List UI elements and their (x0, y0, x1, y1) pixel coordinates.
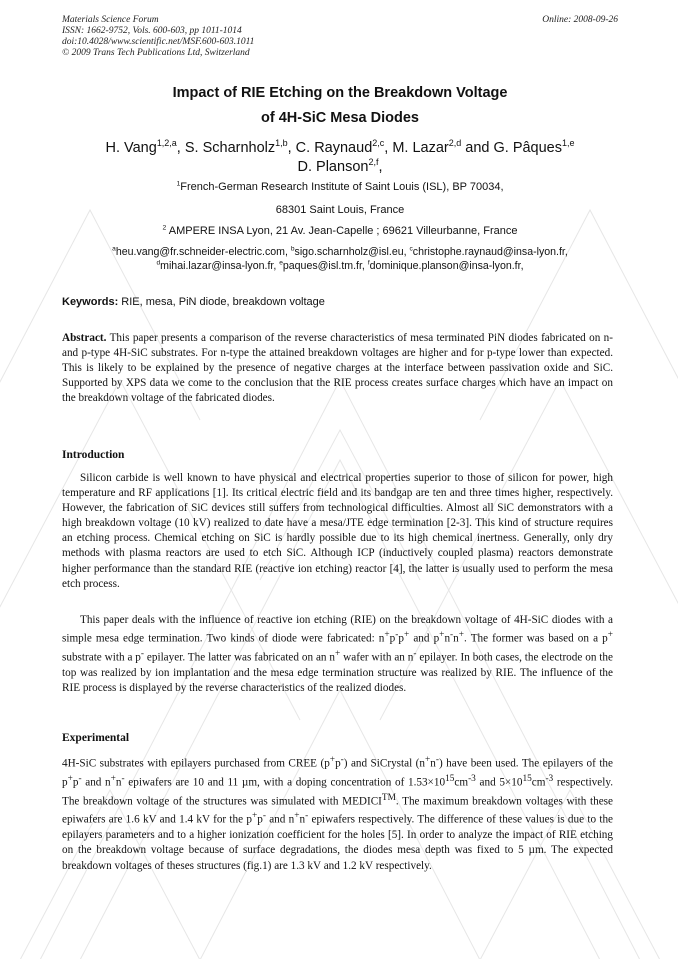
intro-p2-text-e: n (444, 632, 451, 645)
author-planson: D. Planson (297, 159, 369, 175)
exp-text-4: n (430, 757, 436, 770)
exp-text-3: ) and SiCrystal (n (343, 757, 425, 770)
sup-plus: + (251, 811, 258, 822)
exp-text-16: and n (265, 814, 295, 827)
author-vang: H. Vang (105, 140, 157, 156)
sup-minus: - (435, 755, 439, 765)
author-vang-sup: 1,2,a (156, 138, 177, 149)
intro-p2-text-b: p (389, 632, 396, 645)
author-raynaud-sup: 2,c (372, 138, 385, 149)
email-vang[interactable]: heu.vang@fr.schneider-electric.com, (115, 246, 291, 258)
sup-plus: + (384, 630, 390, 641)
sup-minus: - (340, 755, 344, 765)
sup-plus: + (439, 630, 445, 641)
author-planson-sup: 2,f (368, 157, 379, 168)
exp-text-9: epiwafers are 10 and 11 µm, with a doping concentration of 1.53×10 (124, 776, 446, 789)
abstract-text: This paper presents a comparison of the reverse characteristics of mesa terminated PiN diodes fabricated on n- and p-type 4H-SiC substrates. For n-type the attained breakdown voltages are higher and for p-type lower than expected. This is likely to be explained by the presence of negative charges at the interface between passivation oxide and SiC. Supported by XPS data we come to the conclusion that the RIE process creates surface charges which have an impact on the breakdown voltage of the fabricated diodes. (62, 332, 613, 405)
sup-plus: + (335, 648, 341, 659)
exp-text-8: n (115, 776, 122, 789)
email-lazar[interactable]: mihai.lazar@insa-lyon.fr, (160, 260, 280, 272)
experimental-heading: Experimental (62, 732, 130, 744)
introduction-paragraph-2 (62, 613, 613, 696)
exponent-minus-3: -3 (468, 773, 476, 784)
intro-p2-text-a: This paper deals with the influence of reactive ion etching (RIE) on the breakdown voltage of 4H-SiC diodes with a simple mesa edge termination. Two kinds of diode were fabricated: n (62, 614, 613, 645)
author-scharnholz: , S. Scharnholz (176, 140, 276, 156)
email-line-1 (62, 245, 618, 259)
journal-copyright: © 2009 Trans Tech Publications Ltd, Switzerland (62, 48, 250, 58)
exp-text-1: 4H-SiC substrates with epilayers purchased from CREE (p (62, 757, 330, 770)
affiliation-2 (62, 225, 618, 238)
exp-text-17: n (299, 814, 306, 827)
journal-doi: doi:10.4028/www.scientific.net/MSF.600-603.1011 (62, 37, 255, 47)
intro-p2-text-f: n (453, 632, 459, 645)
affiliation-1-sup: 1 (176, 180, 181, 188)
exp-text-12: cm (531, 776, 546, 789)
exponent-15: 15 (445, 773, 455, 784)
online-date: Online: 2008-09-26 (542, 15, 618, 25)
intro-p2-text-c: p (398, 632, 404, 645)
sup-minus: - (413, 648, 417, 659)
journal-header (62, 15, 618, 59)
author-scharnholz-sup: 1,b (275, 138, 288, 149)
sup-plus: + (294, 811, 300, 822)
intro-p2-text-h: substrate with a p (62, 651, 141, 664)
sup-minus: - (305, 811, 309, 822)
title-line-1: Impact of RIE Etching on the Breakdown Voltage (172, 85, 508, 101)
exp-text-7: and n (81, 776, 111, 789)
abstract-label: Abstract. (62, 332, 107, 344)
sup-minus: - (78, 773, 82, 784)
email-d-sup: d (156, 259, 161, 267)
intro-p2-text-g: . The former was based on a p (464, 632, 608, 645)
sup-minus: - (262, 811, 266, 822)
sup-plus: + (110, 773, 116, 784)
email-planson[interactable]: dominique.planson@insa-lyon.fr, (369, 260, 524, 272)
exp-text-14: . The maximum breakdown voltages with these epiwafers are 1.6 kV and 1.4 kV for the p (62, 795, 613, 827)
email-b-sup: b (290, 245, 295, 253)
sup-plus: + (67, 773, 73, 784)
paper-title (62, 81, 618, 131)
keywords-text: RIE, mesa, PiN diode, breakdown voltage (118, 296, 325, 308)
email-paques[interactable]: paques@isl.tm.fr, (282, 260, 368, 272)
author-line-1 (62, 139, 618, 158)
exp-text-6: p (72, 776, 79, 789)
exponent-minus-3: -3 (545, 773, 554, 784)
exp-text-13: respectively. The breakdown voltage of the structures was simulated with MEDICI (62, 776, 614, 808)
author-lazar: , M. Lazar (384, 140, 449, 156)
author-paques-sup: 1,e (562, 138, 575, 149)
email-c-sup: c (409, 245, 413, 253)
sup-plus: + (329, 755, 336, 765)
abstract (62, 331, 613, 406)
affiliation-1-line-2: 68301 Saint Louis, France (275, 204, 405, 216)
keywords-label: Keywords: (62, 296, 119, 308)
email-list (62, 245, 618, 273)
experimental-paragraph (62, 753, 613, 874)
author-line-2 (62, 158, 618, 177)
affiliation-1 (62, 181, 618, 217)
exp-text-11: and 5×10 (475, 776, 523, 789)
introduction-paragraph-1: Silicon carbide is well known to have physical and electrical properties superior to those of silicon for power, high temperature and RF applications [1]. Its critical electric field and its bandgap are ten and three times higher, respectively. However, the fabrication of SiC devices still suffers from technological difficulties. Almost all SiC demonstrators with a high breakdown voltage (10 kV) realized to date have a mesa/JTE edge termination [2-3]. This kind of structure requires an etching process. Chemical etching on SiC is hardly possible due to its high chemical inertness. Generally, only dry methods with plasma reactors are used to etch SiC. Although ICP (inductively coupled plasma) reactors demonstrate higher performance than the standard RIE (reactive ion etching) reactor [4], the latter is usually used to perform the mesa etch process. (62, 472, 613, 590)
exp-text-5: ) have been used. The epilayers of the p (62, 757, 613, 789)
author-raynaud: , C. Raynaud (287, 140, 373, 156)
email-line-2 (62, 259, 618, 273)
introduction-heading: Introduction (62, 449, 125, 461)
sup-minus: - (121, 773, 125, 784)
sup-plus: + (403, 630, 410, 641)
intro-p2-text-j: wafer with an n (340, 651, 414, 664)
exponent-15: 15 (522, 773, 532, 784)
intro-p2-text-i: epilayer. The latter was fabricated on an n (144, 651, 336, 664)
email-e-sup: e (279, 259, 283, 267)
exp-text-15: p (257, 814, 263, 827)
affiliation-2-text: AMPERE INSA Lyon, 21 Av. Jean-Capelle ; 69621 Villeurbanne, France (166, 225, 518, 237)
journal-name: Materials Science Forum (62, 15, 159, 25)
journal-issn: ISSN: 1662-9752, Vols. 600-603, pp 1011-1014 (62, 26, 242, 36)
email-f-sup: f (367, 259, 370, 267)
affiliation-1-line-1 (62, 181, 618, 194)
author-planson-tail: , (378, 159, 383, 175)
sup-minus: - (395, 630, 399, 641)
email-scharnholz[interactable]: sigo.scharnholz@isl.eu, (294, 246, 410, 258)
exp-text-2: p (335, 757, 341, 770)
trademark-sup: TM (381, 792, 396, 803)
title-line-2: of 4H-SiC Mesa Diodes (261, 110, 419, 126)
exp-text-18: epiwafers respectively. The difference of these values is due to the epilayers parameters and to a higher ionization coefficient for the holes [5]. In order to analyze the impact of RIE etching on the breakdown voltage because of surface degradations, the diodes mesa depth was fixed to 5 µm. The expected breakdown voltages of theses structures (fig.1) are 1.3 kV and 1.2 kV respectively. (62, 814, 613, 872)
sup-plus: + (458, 630, 464, 641)
author-paques: and G. Pâques (461, 140, 562, 156)
sup-minus: - (140, 648, 145, 659)
email-raynaud[interactable]: christophe.raynaud@insa-lyon.fr, (412, 246, 568, 258)
sup-minus: - (450, 630, 454, 641)
author-list (62, 139, 618, 177)
email-a-sup: a (112, 245, 116, 253)
sup-plus: + (424, 755, 431, 765)
keywords (62, 295, 618, 309)
exp-text-10: cm (454, 776, 469, 789)
affiliation-1-text: French-German Research Institute of Saint Louis (ISL), BP 70034, (180, 181, 504, 193)
author-lazar-sup: 2,d (448, 138, 462, 149)
sup-plus: + (607, 630, 613, 641)
intro-p2-text-k: epilayer. In both cases, the electrode on the top was realized by ion implantation and the mesa edge termination structure was realized by RIE. The influence of the RIE process is displayed by the reverse characteristics of the realized diodes. (62, 651, 613, 694)
intro-p2-text-d: and p (409, 632, 440, 645)
affiliation-2-sup: 2 (162, 224, 167, 232)
